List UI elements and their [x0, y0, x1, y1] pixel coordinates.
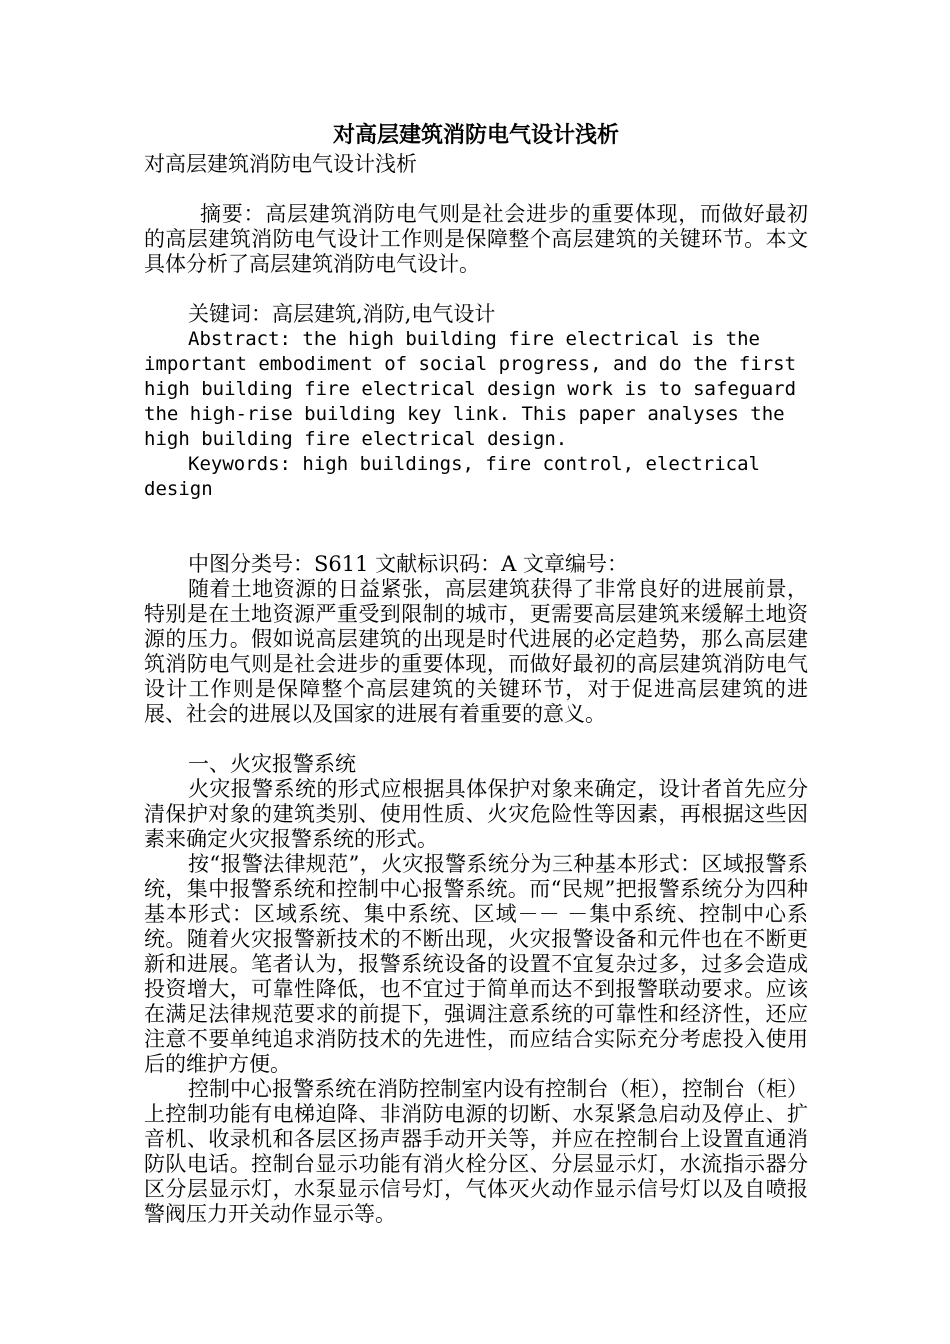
section-paragraph: 按“报警法律规范”，火灾报警系统分为三种基本形式：区域报警系统，集中报警系统和控制中心报警系统。而“民规”把报警系统分为四种基本形式：区域系统、集中系统、区域－－ －集中系统、控制中心系统。随着火灾报警新技术的不断出现，火灾报警设备和元件也在不断更新和进展。笔者认为，报警系统设备的设置不宜复杂过多，过多会造成投资增大，可靠性降低，也不宜过于简单而达不到报警联动要求。应该在满足法律规范要求的前提下，强调注意系统的可靠性和经济性，还应注意不要单纯追求消防技术的先进性，而应结合实际充分考虑投入使用后的维护方便。 [144, 852, 808, 1076]
classification-line: 中图分类号：S611 文献标识码：A 文章编号： [188, 552, 628, 576]
intro-paragraph: 随着土地资源的日益紧张，高层建筑获得了非常良好的进展前景，特别是在土地资源严重受到限制的城市，更需要高层建筑来缓解土地资源的压力。假如说高层建筑的出现是时代进展的必定趋势，那么高层建筑消防电气则是社会进步的重要体现，而做好最初的高层建筑消防电气设计工作则是保障整个高层建筑的关键环节，对于促进高层建筑的进展、社会的进展以及国家的进展有着重要的意义。 [144, 577, 808, 726]
section-heading: 一、火灾报警系统 [188, 752, 356, 776]
keywords-chinese: 关键词：高层建筑,消防,电气设计 [188, 302, 496, 326]
spacer [144, 727, 808, 752]
section-paragraph: 控制中心报警系统在消防控制室内设有控制台（柜），控制台（柜）上控制功能有电梯迫降、非消防电源的切断、水泵紧急启动及停止、扩音机、收录机和各层区扬声器手动开关等，并应在控制台上设置直通消防队电话。控制台显示功能有消火栓分区、分层显示灯，水流指示器分区分层显示灯，水泵显示信号灯，气体灭火动作显示信号灯以及自喷报警阀压力开关动作显示等。 [144, 1077, 808, 1226]
document-title: 对高层建筑消防电气设计浅析 [332, 122, 619, 148]
abstract-english: Abstract: the high building fire electrical is the important embodiment of social progress, and do the first high building fire electrical design work is to safeguard the high-rise building key link. This paper analyses the high building fire electrical design. [144, 328, 808, 450]
spacer [144, 177, 808, 202]
keywords-english: Keywords: high buildings, fire control, electrical design [144, 453, 772, 500]
spacer [144, 277, 808, 302]
document-page [144, 118, 808, 1227]
abstract-chinese: 摘要：高层建筑消防电气则是社会进步的重要体现，而做好最初的高层建筑消防电气设计工作则是保障整个高层建筑的关键环节。本文具体分析了高层建筑消防电气设计。 [144, 202, 808, 276]
document-subtitle: 对高层建筑消防电气设计浅析 [144, 152, 417, 176]
spacer [144, 502, 808, 552]
section-paragraph: 火灾报警系统的形式应根据具体保护对象来确定，设计者首先应分清保护对象的建筑类别、使用性质、火灾危险性等因素，再根据这些因素来确定火灾报警系统的形式。 [144, 777, 808, 851]
